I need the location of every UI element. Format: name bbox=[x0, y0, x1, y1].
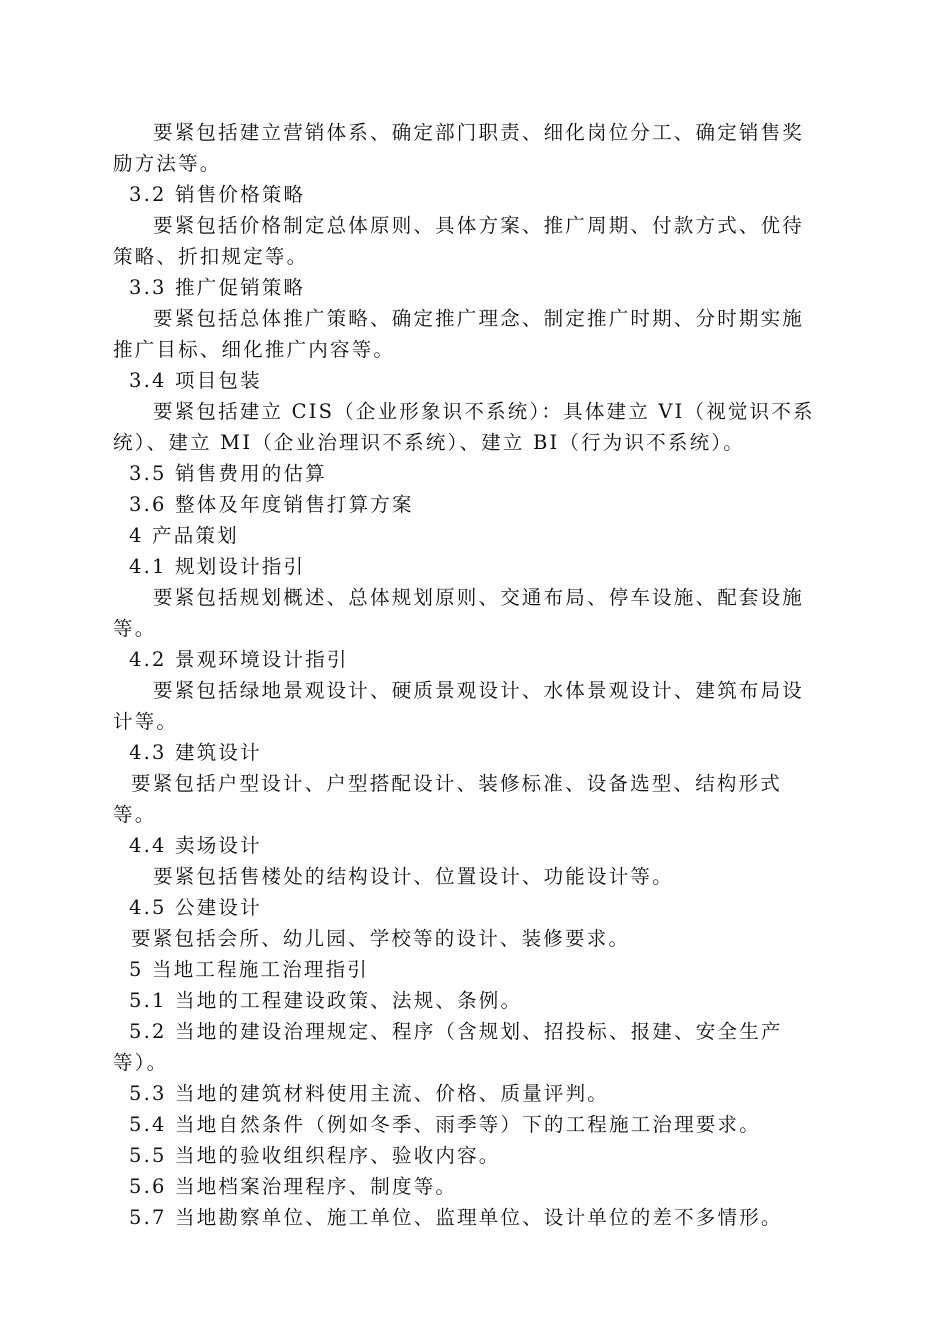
paragraph-line: 策略、折扣规定等。 bbox=[113, 245, 309, 268]
list-item: 5.5 当地的验收组织程序、验收内容。 bbox=[129, 1144, 501, 1167]
chapter-heading: 5 当地工程施工治理指引 bbox=[129, 958, 370, 981]
paragraph-line: 等。 bbox=[113, 617, 157, 640]
section-heading: 4.3 建筑设计 bbox=[129, 741, 262, 764]
paragraph-line: 要紧包括会所、幼儿园、学校等的设计、装修要求。 bbox=[131, 927, 631, 950]
list-item: 5.7 当地勘察单位、施工单位、监理单位、设计单位的差不多情形。 bbox=[129, 1206, 783, 1229]
document-body bbox=[113, 117, 828, 1233]
paragraph-line: 等。 bbox=[113, 803, 157, 826]
section-heading: 3.6 整体及年度销售打算方案 bbox=[129, 493, 414, 516]
list-item: 5.6 当地档案治理程序、制度等。 bbox=[129, 1175, 458, 1198]
list-item: 5.2 当地的建设治理规定、程序（含规划、招投标、报建、安全生产 bbox=[129, 1020, 783, 1043]
paragraph-line: 要紧包括建立营销体系、确定部门职责、细化岗位分工、确定销售奖 bbox=[153, 121, 805, 144]
paragraph-line: 要紧包括总体推广策略、确定推广理念、制定推广时期、分时期实施 bbox=[153, 307, 805, 330]
section-heading: 4.4 卖场设计 bbox=[129, 834, 262, 857]
paragraph-line: 统）、建立 MI（企业治理识不系统）、建立 BI（行为识不系统）。 bbox=[113, 431, 745, 454]
paragraph-line: 要紧包括建立 CIS（企业形象识不系统）：具体建立 VI（视觉识不系 bbox=[153, 400, 815, 423]
list-item: 5.4 当地自然条件（例如冬季、雨季等）下的工程施工治理要求。 bbox=[129, 1113, 761, 1136]
list-item: 5.3 当地的建筑材料使用主流、价格、质量评判。 bbox=[129, 1082, 610, 1105]
section-heading: 3.2 销售价格策略 bbox=[129, 183, 306, 206]
paragraph-line: 要紧包括价格制定总体原则、具体方案、推广周期、付款方式、优待 bbox=[153, 214, 805, 237]
paragraph-line: 要紧包括户型设计、户型搭配设计、装修标准、设备选型、结构形式 bbox=[131, 772, 783, 795]
list-item: 5.1 当地的工程建设政策、法规、条例。 bbox=[129, 989, 523, 1012]
paragraph-line: 等）。 bbox=[113, 1051, 169, 1074]
section-heading: 4.5 公建设计 bbox=[129, 896, 262, 919]
paragraph-line: 推广目标、细化推广内容等。 bbox=[113, 338, 396, 361]
chapter-heading: 4 产品策划 bbox=[129, 524, 239, 547]
paragraph-line: 计等。 bbox=[113, 710, 179, 733]
section-heading: 3.5 销售费用的估算 bbox=[129, 462, 327, 485]
section-heading: 4.1 规划设计指引 bbox=[129, 555, 306, 578]
paragraph-line: 要紧包括规划概述、总体规划原则、交通布局、停车设施、配套设施 bbox=[153, 586, 805, 609]
paragraph-line: 要紧包括售楼处的结构设计、位置设计、功能设计等。 bbox=[153, 865, 674, 888]
paragraph-line: 要紧包括绿地景观设计、硬质景观设计、水体景观设计、建筑布局设 bbox=[153, 679, 805, 702]
paragraph-line: 励方法等。 bbox=[113, 152, 222, 175]
section-heading: 4.2 景观环境设计指引 bbox=[129, 648, 349, 671]
section-heading: 3.4 项目包装 bbox=[129, 369, 262, 392]
section-heading: 3.3 推广促销策略 bbox=[129, 276, 306, 299]
